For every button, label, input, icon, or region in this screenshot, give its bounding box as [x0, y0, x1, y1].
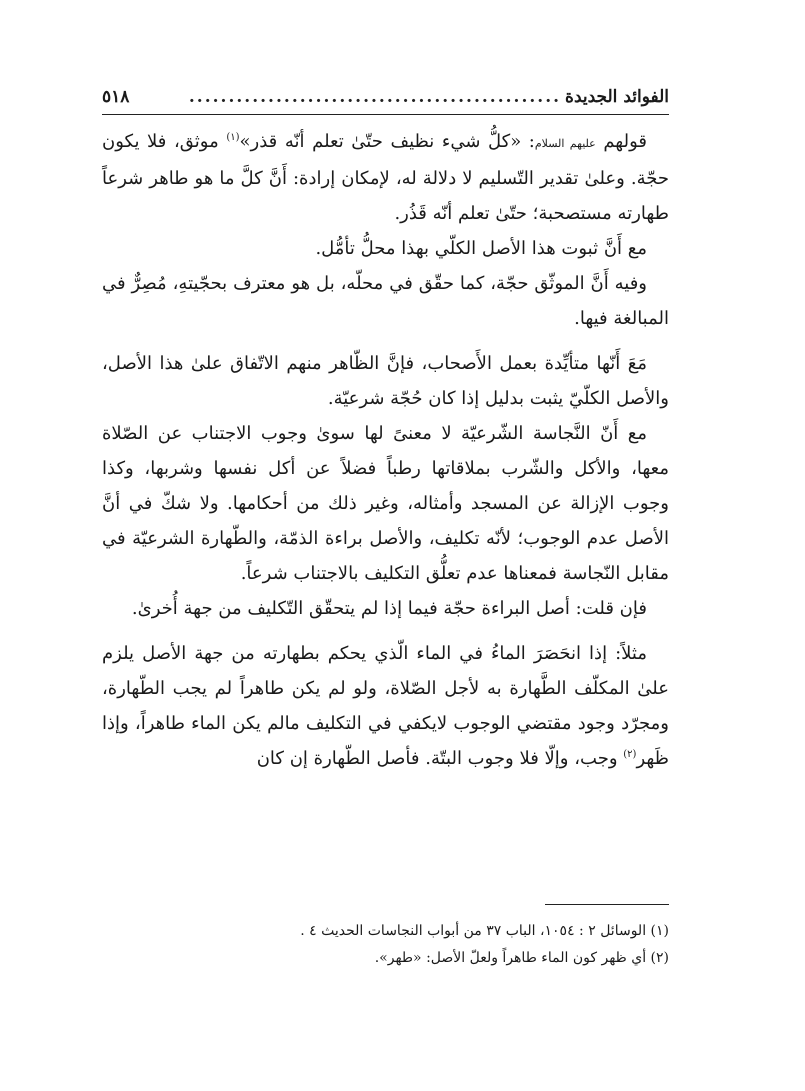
running-header — [102, 82, 669, 112]
honorific: عليهم السلام — [534, 137, 596, 150]
text-span: موثق، فلا يكون حجّة. وعلىٰ تقدير التّسليم لا دلالة له، لإمكان إرادة: أَنَّ كلَّ ما هو طاهر شرعاً طهارته مستصحبة؛ حتّىٰ تعلم أنّه قَذُر. — [102, 131, 669, 224]
text-span: : «كلُّ شيء نظيف حتّىٰ تعلم أنّه قذر» — [239, 131, 535, 152]
paragraph-5: مع أَنّ النَّجاسة الشّرعيّة لا معنىً لها سوىٰ وجوب الاجتناب عن الصّلاة معها، والأكل والشّرب بملاقاتها رطباً فضلاً عن أكل نفسها وشربها، وكذا وجوب الإزالة عن المسجد وأمثاله، وغير ذلك من أحكامها. ولا شكّ في أنَّ الأصل عدم الوجوب؛ لأنّه تكليف، والأصل براءة الذمّة، والطّهارة الشرعيّة في مقابل النّجاسة فمعناها عدم تعلُّق التكليف بالاجتناب شرعاً. — [102, 423, 669, 584]
text-span: وجب، وإلّا فلا وجوب البتّة. فأصل الطّهارة إن كان — [256, 748, 624, 769]
paragraph-4: مَعَ أَنّها متأيِّدة بعمل الأَصحاب، فإنَّ الظّاهر منهم الاتّفاق علىٰ هذا الأصل، والأصل الكلّيّ يثبت بدليل إذا كان حُجّة شرعيّة. — [102, 353, 669, 409]
paragraph-7 — [102, 636, 669, 776]
header-rule — [102, 114, 669, 115]
footnote-ref-2: (٢) — [623, 749, 637, 760]
footnote-2: (٢) أي ظهر كون الماء طاهراً ولعلّ الأصل: «طهر». — [374, 950, 669, 966]
main-text — [102, 124, 669, 776]
text-span: مثلاً: إذا انحَصَرَ الماءُ في الماء الّذي يحكم بطهارته من جهة الأصل يلزم علىٰ المكلّف الطَّهارة به لأجل الصّلاة، ولو لم يكن طاهراً لم يجب الطّهارة، ومجرّد وجود مقتضي الوجوب لايكفي في التكليف مالم يكن الماء طاهراً، وإذا ظَهر — [102, 643, 669, 769]
leader-dots: ............................................... — [188, 87, 562, 107]
footnotes — [102, 918, 669, 972]
paragraph-2: مع أَنَّ ثبوت هذا الأصل الكلّي بهذا محلُّ تأمُّل. — [315, 238, 647, 259]
paragraph-3: وفيه أَنَّ الموثّق حجّة، كما حقّق في محلّه، بل هو معترف بحجّيتهِ، مُصِرٌّ في المبالغة فيها. — [102, 273, 669, 329]
text-span: قولهم — [603, 131, 647, 152]
paragraph-1 — [102, 124, 669, 231]
footnote-rule — [545, 904, 669, 905]
footnote-1: (١) الوسائل ٢ : ١٠٥٤، الباب ٣٧ من أبواب النجاسات الحديث ٤ . — [300, 923, 669, 939]
page-number: ٥١٨ — [102, 87, 130, 107]
footnote-ref-1: (١) — [226, 132, 240, 143]
paragraph-6: فإن قلت: أصل البراءة حجّة فيما إذا لم يتحقّق التّكليف من جهة أُخرىٰ. — [131, 598, 647, 619]
book-title: الفوائد الجديدة — [565, 87, 669, 107]
